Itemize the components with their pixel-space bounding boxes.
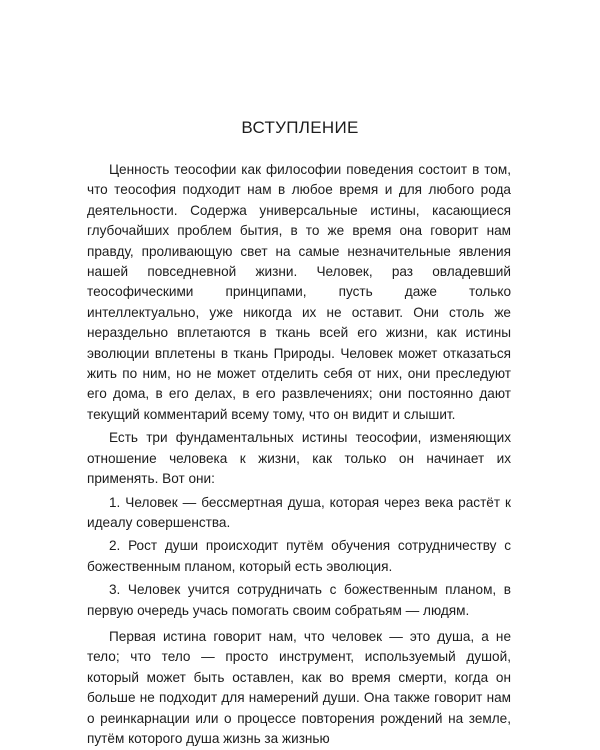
list-item-truth-1: 1. Человек — бессмертная душа, которая через века растёт к идеалу совершенства. — [87, 494, 511, 530]
paragraph-first-truth: Первая истина говорит нам, что человек — это душа, а не тело; что тело — просто инструмент, используемый душой, который может быть оставлен, как во время смерти, когда он больше не подходит для намерений души. Она также говорит нам о реинкарнации или о процессе повторения рождений на земле, путём которого душа жизнь за жизнью — [87, 628, 511, 746]
paragraph-intro: Ценность теософии как философии поведения состоит в том, что теософия подходит нам в любое время и для любого рода деятельности. Содержа универсальные истины, касающиеся глубочайших проблем бытия, в то же время она говорит нам правду, проливающую свет на самые незначительные явления нашей повседневной жизни. Человек, раз овладевший теософическими принципами, пусть даже только интеллектуально, уже никогда их не оставит. Они столь же нераздельно вплетаются в ткань всей его жизни, как истины эволюции вплетены в ткань Природы. Человек может отказаться жить по ним, но не может отделить себя от них, они преследуют его дома, в его делах, в его развлечениях; они постоянно дают текущий комментарий всему тому, что он видит и слышит. — [87, 162, 511, 422]
chapter-heading: ВСТУПЛЕНИЕ — [241, 118, 359, 137]
body-text — [87, 160, 511, 749]
paragraph-three-truths: Есть три фундаментальных истины теософии, изменяющих отношение человека к жизни, как только он начинает их применять. Вот они: — [87, 430, 511, 487]
list-item-truth-2: 2. Рост души происходит путём обучения сотрудничеству с божественным планом, который есть эволюция. — [87, 538, 511, 574]
list-item-truth-3: 3. Человек учится сотрудничать с божественным планом, в первую очередь учась помогать своим собратьям — людям. — [87, 582, 511, 618]
